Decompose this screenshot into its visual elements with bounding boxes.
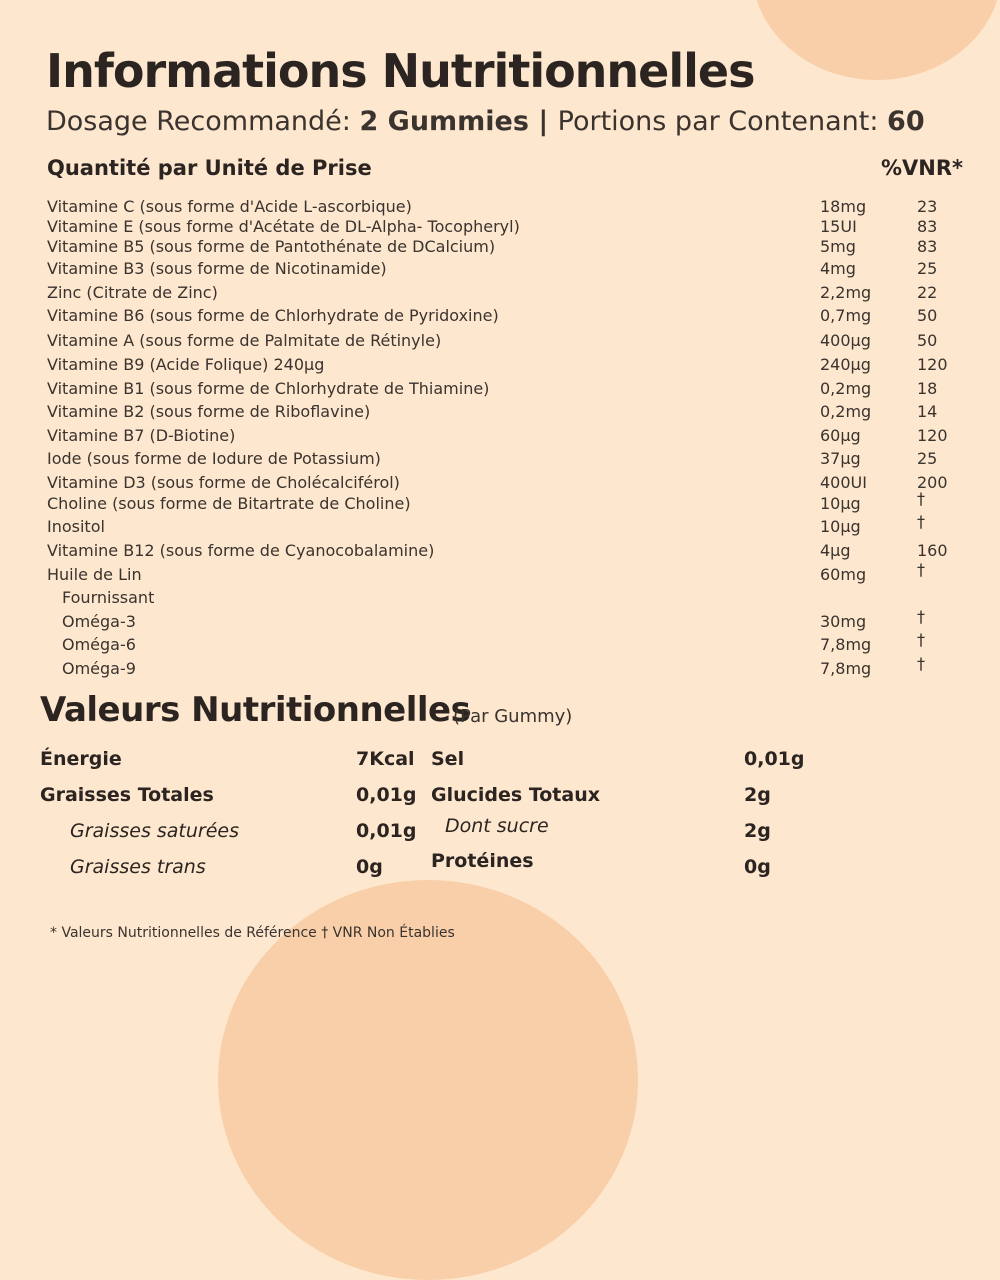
portions-label: Portions par Contenant: — [557, 106, 888, 137]
sugar-value: 2g — [744, 820, 771, 842]
nutrient-amount: 10µg — [820, 494, 861, 513]
nutrient-vnr: 22 — [917, 283, 938, 302]
nutrient-row — [0, 512, 1000, 539]
subtitle-separator: | — [528, 106, 558, 137]
trans-fat-value: 0g — [356, 856, 383, 878]
nutrient-row — [0, 473, 1000, 495]
saturated-fat-value: 0,01g — [356, 820, 417, 842]
total-fat-value: 0,01g — [356, 784, 417, 806]
nutrient-vnr: 120 — [917, 355, 948, 374]
nutrient-name: Vitamine A (sous forme de Palmitate de Rétinyle) — [47, 331, 442, 350]
salt-label: Sel — [431, 748, 465, 770]
nutrient-row — [0, 489, 1000, 516]
nutrient-amount: 15UI — [820, 217, 857, 236]
nutrient-amount: 60mg — [820, 565, 867, 584]
nutrient-row — [0, 607, 1000, 634]
portions-value: 60 — [887, 106, 925, 137]
nutrient-amount: 2,2mg — [820, 283, 872, 302]
nutrient-row — [0, 449, 1000, 471]
nutrient-amount: 4µg — [820, 541, 851, 560]
nutrient-vnr: † — [917, 489, 925, 508]
nutrient-name: Vitamine D3 (sous forme de Cholécalciférol) — [47, 473, 400, 492]
nutrient-amount: 37µg — [820, 449, 861, 468]
nutrient-amount: 0,2mg — [820, 379, 872, 398]
nutrient-amount: 0,2mg — [820, 402, 872, 421]
nutrient-row — [0, 197, 1000, 219]
nutrient-vnr: 14 — [917, 402, 938, 421]
nutrient-name: Vitamine B9 (Acide Folique) 240µg — [47, 355, 325, 374]
nutrient-row — [0, 560, 1000, 587]
nutrient-row — [0, 217, 1000, 239]
values-section-note: (Par Gummy) — [453, 706, 573, 727]
nutrient-name: Vitamine B2 (sous forme de Riboflavine) — [47, 402, 371, 421]
quantity-header: Quantité par Unité de Prise — [47, 156, 372, 180]
nutrient-row — [0, 259, 1000, 281]
nutrient-name: Vitamine E (sous forme d'Acétate de DL-Alpha- Tocopheryl) — [47, 217, 520, 236]
nutrient-row — [0, 541, 1000, 563]
nutrient-vnr: 25 — [917, 259, 938, 278]
nutrient-amount: 60µg — [820, 426, 861, 445]
decorative-circle-top — [752, 0, 1000, 80]
nutrient-row — [0, 379, 1000, 401]
nutrient-name: Vitamine B3 (sous forme de Nicotinamide) — [47, 259, 387, 278]
nutrient-name: Vitamine C (sous forme d'Acide L-ascorbique) — [47, 197, 412, 216]
footnote: * Valeurs Nutritionnelles de Référence † VNR Non Établies — [50, 925, 455, 941]
trans-fat-label: Graisses trans — [70, 856, 206, 878]
nutrient-row — [0, 306, 1000, 328]
nutrient-row — [0, 630, 1000, 657]
nutrient-vnr: 200 — [917, 473, 948, 492]
page-title: Informations Nutritionnelles — [46, 44, 755, 98]
nutrient-row — [0, 237, 1000, 259]
nutrient-name: Fournissant — [62, 588, 155, 607]
nutrient-vnr: 83 — [917, 217, 938, 236]
nutrient-vnr: 50 — [917, 331, 938, 350]
nutrient-amount: 7,8mg — [820, 635, 872, 654]
nutrient-amount: 400UI — [820, 473, 867, 492]
nutrient-name: Vitamine B1 (sous forme de Chlorhydrate de Thiamine) — [47, 379, 490, 398]
salt-value: 0,01g — [744, 748, 805, 770]
nutrient-vnr: 18 — [917, 379, 938, 398]
nutrient-name: Vitamine B7 (D-Biotine) — [47, 426, 236, 445]
nutrient-amount: 18mg — [820, 197, 867, 216]
total-carbs-label: Glucides Totaux — [431, 784, 600, 806]
nutrient-name: Oméga-6 — [62, 635, 136, 654]
dosage-label: Dosage Recommandé: — [46, 106, 360, 137]
sugar-label: Dont sucre — [445, 815, 549, 837]
saturated-fat-label: Graisses saturées — [70, 820, 240, 842]
energy-label: Énergie — [40, 748, 122, 770]
nutrient-vnr: 50 — [917, 306, 938, 325]
protein-value: 0g — [744, 856, 771, 878]
nutrient-row — [0, 654, 1000, 681]
nutrient-row — [0, 402, 1000, 424]
nutrient-amount: 240µg — [820, 355, 871, 374]
nutrient-vnr: † — [917, 654, 925, 673]
nutrient-vnr: † — [917, 630, 925, 649]
protein-label: Protéines — [431, 850, 534, 872]
nutrient-name: Vitamine B5 (sous forme de Pantothénate de DCalcium) — [47, 237, 496, 256]
nutrient-name: Vitamine B6 (sous forme de Chlorhydrate de Pyridoxine) — [47, 306, 499, 325]
nutrient-amount: 4mg — [820, 259, 856, 278]
values-section-title: Valeurs Nutritionnelles — [40, 690, 471, 730]
nutrient-name: Choline (sous forme de Bitartrate de Choline) — [47, 494, 411, 513]
total-carbs-value: 2g — [744, 784, 771, 806]
nutrient-vnr: 23 — [917, 197, 938, 216]
energy-value: 7Kcal — [356, 748, 415, 770]
nutrient-vnr: † — [917, 512, 925, 531]
dosage-subtitle — [46, 106, 925, 137]
nutrient-vnr: † — [917, 560, 925, 579]
nutrient-name: Oméga-9 — [62, 659, 136, 678]
nutrient-name: Iode (sous forme de Iodure de Potassium) — [47, 449, 381, 468]
nutrient-row — [0, 355, 1000, 377]
nutrient-row — [0, 331, 1000, 353]
dosage-value: 2 Gummies — [359, 106, 529, 137]
nutrient-vnr: 83 — [917, 237, 938, 256]
nutrient-vnr: 120 — [917, 426, 948, 445]
nutrient-row — [0, 426, 1000, 448]
nutrient-name: Zinc (Citrate de Zinc) — [47, 283, 218, 302]
nutrient-name: Vitamine B12 (sous forme de Cyanocobalamine) — [47, 541, 435, 560]
vnr-header: %VNR* — [881, 156, 964, 180]
nutrient-amount: 10µg — [820, 517, 861, 536]
nutrient-amount: 0,7mg — [820, 306, 872, 325]
total-fat-label: Graisses Totales — [40, 784, 214, 806]
nutrient-row — [0, 283, 1000, 305]
nutrient-amount: 5mg — [820, 237, 856, 256]
nutrient-amount: 7,8mg — [820, 659, 872, 678]
nutrient-amount: 400µg — [820, 331, 871, 350]
nutrient-vnr: 160 — [917, 541, 948, 560]
nutrient-vnr: 25 — [917, 449, 938, 468]
nutrient-vnr: † — [917, 607, 925, 626]
nutrient-name: Huile de Lin — [47, 565, 142, 584]
nutrient-name: Inositol — [47, 517, 105, 536]
nutrient-row — [0, 588, 1000, 610]
nutrient-amount: 30mg — [820, 612, 867, 631]
nutrient-name: Oméga-3 — [62, 612, 136, 631]
